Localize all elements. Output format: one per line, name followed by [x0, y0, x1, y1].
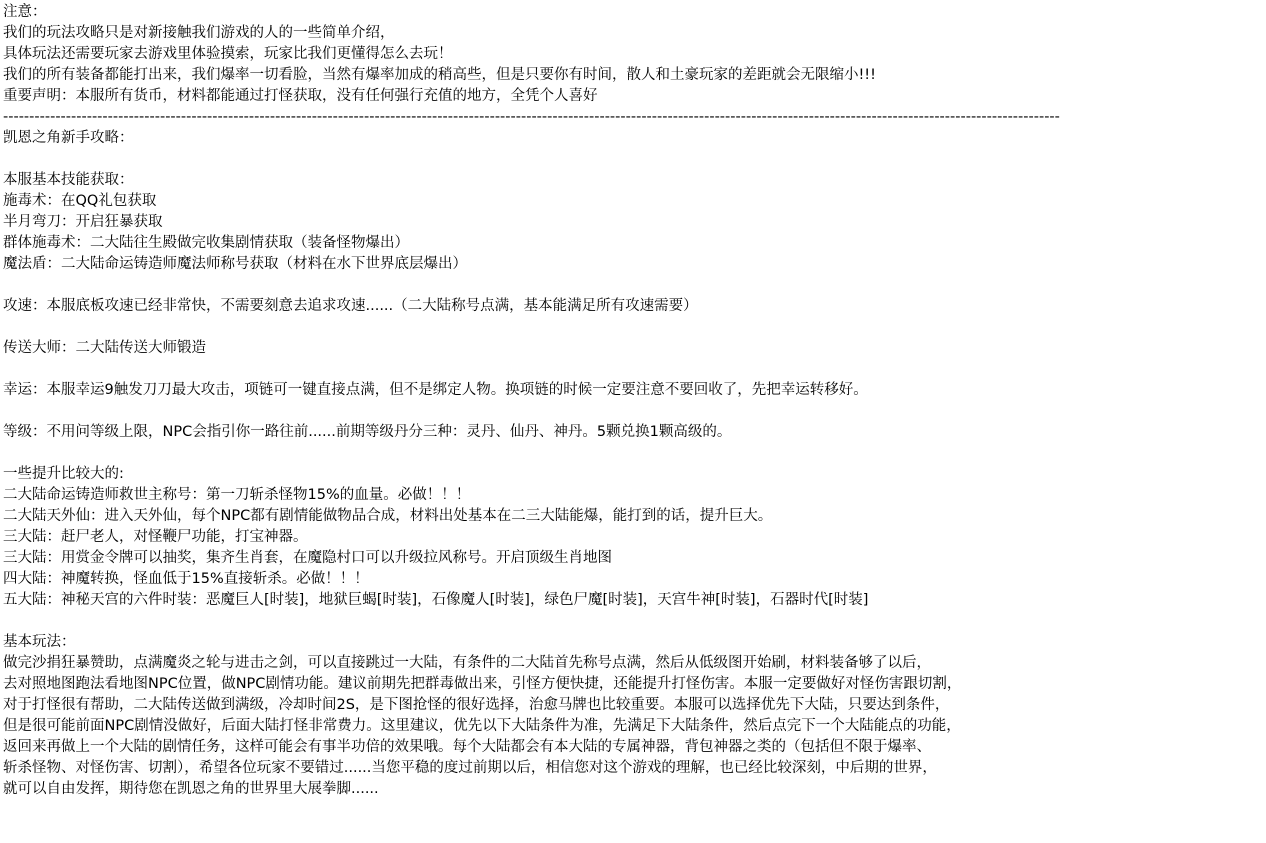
skill-item: 半月弯刀：开启狂暴获取 — [3, 214, 163, 230]
gameplay-line: 斩杀怪物、对怪伤害、切割），希望各位玩家不要错过......当您平稳的度过前期以后，相信您对这个游戏的理解，也已经比较深刻，中后期的世界， — [3, 760, 937, 776]
skill-item: 施毒术：在QQ礼包获取 — [3, 193, 157, 209]
skills-heading: 本服基本技能获取： — [3, 172, 134, 188]
gameplay-heading: 基本玩法： — [3, 634, 76, 650]
gameplay-line: 返回来再做上一个大陆的剧情任务，这样可能会有事半功倍的效果哦。每个大陆都会有本大陆的专属神器，背包神器之类的（包括但不限于爆率、 — [3, 739, 931, 755]
boost-item: 三大陆：赶尸老人，对怪鞭尸功能，打宝神器。 — [3, 529, 308, 545]
gameplay-line: 但是很可能前面NPC剧情没做好，后面大陆打怪非常费力。这里建议，优先以下大陆条件为准，先满足下大陆条件，然后点完下一个大陆能点的功能， — [3, 718, 961, 734]
attack-speed-note: 攻速：本服底板攻速已经非常快，不需要刻意去追求攻速......（二大陆称号点满，基本能满足所有攻速需要） — [3, 298, 698, 314]
spacer — [3, 317, 1263, 338]
boost-item: 三大陆：用赏金令牌可以抽奖，集齐生肖套，在魔隐村口可以升级拉风称号。开启顶级生肖地图 — [3, 550, 612, 566]
spacer — [3, 149, 1263, 170]
boost-item: 二大陆天外仙：进入天外仙，每个NPC都有剧情能做物品合成，材料出处基本在二三大陆能爆，能打到的话，提升巨大。 — [3, 508, 773, 524]
gameplay-line: 做完沙捐狂暴赞助，点满魔炎之轮与进击之剑，可以直接跳过一大陆，有条件的二大陆首先称号点满，然后从低级图开始刷，材料装备够了以后， — [3, 655, 931, 671]
boost-item: 四大陆：神魔转换，怪血低于15%直接斩杀。必做！！！ — [3, 571, 369, 587]
skill-item: 魔法盾：二大陆命运铸造师魔法师称号获取（材料在水下世界底层爆出） — [3, 256, 467, 272]
teleport-note: 传送大师：二大陆传送大师锻造 — [3, 340, 206, 356]
section-divider: ---------------------------------------------------------------------------------------------------------------------------------------------------------------------------------------------------------- — [3, 109, 1060, 125]
boost-item: 二大陆命运铸造师救世主称号：第一刀斩杀怪物15%的血量。必做！！！ — [3, 487, 471, 503]
spacer — [3, 401, 1263, 422]
notice-line: 我们的所有装备都能打出来，我们爆率一切看脸，当然有爆率加成的稍高些，但是只要你有时间，散人和土豪玩家的差距就会无限缩小!!! — [3, 67, 876, 83]
spacer — [3, 443, 1263, 464]
level-note: 等级：不用问等级上限，NPC会指引你一路往前......前期等级丹分三种：灵丹、仙丹、神丹。5颗兑换1颗高级的。 — [3, 424, 732, 440]
spacer — [3, 359, 1263, 380]
notice-line: 具体玩法还需要玩家去游戏里体验摸索，玩家比我们更懂得怎么去玩！ — [3, 46, 453, 62]
spacer — [3, 611, 1263, 632]
guide-title: 凯恩之角新手攻略： — [3, 130, 134, 146]
boost-item: 五大陆：神秘天宫的六件时装：恶魔巨人[时装]，地狱巨蝎[时装]，石像魔人[时装]，绿色尸魔[时装]，天宫牛神[时装]，石器时代[时装] — [3, 592, 869, 608]
gameplay-line: 对于打怪很有帮助，二大陆传送做到满级，冷却时间2S，是下图抢怪的很好选择，治愈马牌也比较重要。本服可以选择优先下大陆，只要达到条件， — [3, 697, 950, 713]
skill-item: 群体施毒术：二大陆往生殿做完收集剧情获取（装备怪物爆出） — [3, 235, 409, 251]
notice-line: 我们的玩法攻略只是对新接触我们游戏的人的一些简单介绍， — [3, 25, 395, 41]
gameplay-line: 去对照地图跑法看地图NPC位置，做NPC剧情功能。建议前期先把群毒做出来，引怪方便快捷，还能提升打怪伤害。本服一定要做好对怪伤害跟切割， — [3, 676, 962, 692]
spacer — [3, 275, 1263, 296]
luck-note: 幸运：本服幸运9触发刀刀最大攻击，项链可一键直接点满，但不是绑定人物。换项链的时候一定要注意不要回收了，先把幸运转移好。 — [3, 382, 868, 398]
notice-title: 注意： — [3, 4, 47, 20]
boosts-heading: 一些提升比较大的: — [3, 466, 124, 482]
gameplay-line: 就可以自由发挥，期待您在凯恩之角的世界里大展拳脚...... — [3, 781, 379, 797]
notice-line: 重要声明：本服所有货币，材料都能通过打怪获取，没有任何强行充值的地方，全凭个人喜好 — [3, 88, 598, 104]
